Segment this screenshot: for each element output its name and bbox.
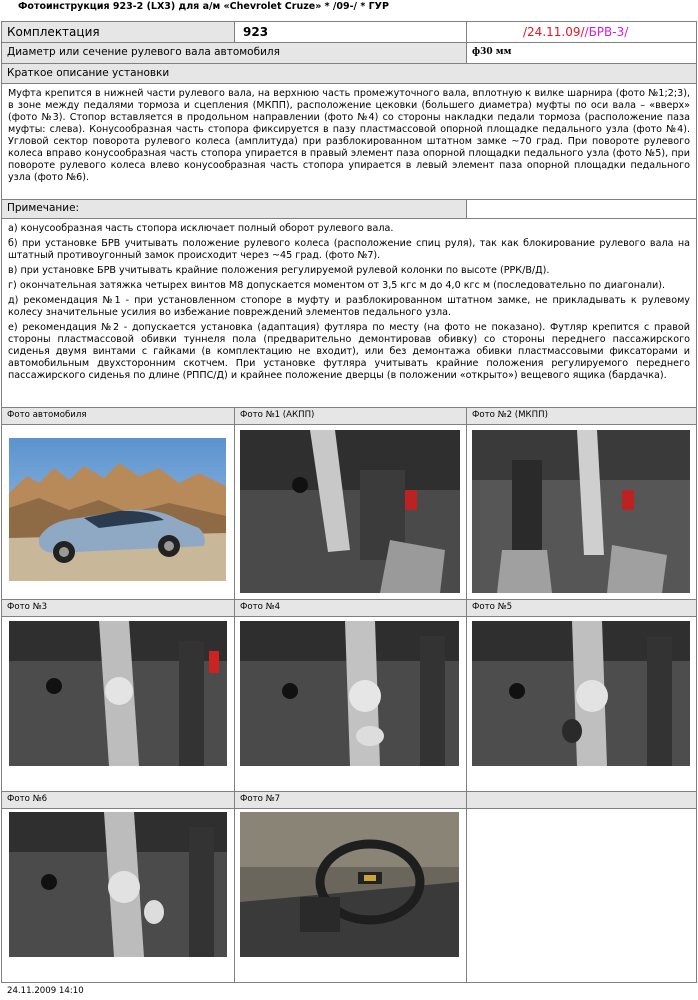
shaft-value: ф30 мм bbox=[472, 47, 512, 57]
car-photo-image bbox=[9, 438, 226, 581]
photo-captions-row-1 bbox=[1, 408, 697, 425]
description-text: Муфта крепится в нижней части рулевого вала, на верхнюю часть промежуточного вала, вплотную к вилке шарнира (фото №1;2;3), в зоне между педалями тормоза и сцепления (МКПП), расположение цековки (большего диаметра) муфты по оси вала – «вверх» (фото №3). Стопор вставляется в продольном направлении (фото №4) со стороны накладки педали тормоза (расположение паза муфты: слева). Конусообразная часть стопора фиксируется в пазу пластмассовой опорной площадке педального узла (фото №4). Угловой сектор поворота рулевого колеса (амплитуда) при разблокированном штатном замке ~70 град. При повороте рулевого колеса вправо конусообразная часть стопора упирается в правый элемент паза опорной площадки педального узла (фото №5), при повороте рулевого колеса влево конусообразная часть стопора упирается в левый элемент паза опорной площадки педального узла (фото №6). bbox=[8, 88, 690, 183]
kit-date-value: /24.11.09/ bbox=[523, 25, 585, 39]
caption-car: Фото автомобиля bbox=[7, 410, 87, 420]
footer-timestamp: 24.11.2009 14:10 bbox=[7, 986, 84, 996]
caption-photo-1: Фото №1 (АКПП) bbox=[240, 410, 315, 420]
photo-captions-row-3 bbox=[1, 792, 697, 809]
shaft-row bbox=[1, 43, 697, 64]
instruction-table bbox=[1, 21, 697, 804]
photo-5-image bbox=[472, 621, 690, 766]
caption-photo-3: Фото №3 bbox=[7, 602, 48, 612]
shaft-label: Диаметр или сечение рулевого вала автомобиля bbox=[7, 46, 280, 58]
document-title: Фотоинструкция 923-2 (LX3) для а/м «Chevrolet Cruze» * /09-/ * ГУР bbox=[18, 1, 389, 12]
caption-photo-4: Фото №4 bbox=[240, 602, 281, 612]
kit-date bbox=[467, 22, 696, 42]
photo-4-image bbox=[240, 621, 459, 766]
photo-1-image bbox=[240, 430, 460, 593]
notes-row bbox=[1, 219, 697, 408]
photo-3-image bbox=[9, 621, 227, 766]
caption-photo-2: Фото №2 (МКПП) bbox=[472, 410, 548, 420]
kit-row bbox=[1, 22, 697, 43]
photo-6-image bbox=[9, 812, 227, 957]
caption-photo-6: Фото №6 bbox=[7, 794, 48, 804]
note-item: д) рекомендация №1 - при установленном стопоре в муфту и разблокированном штатном замке, не прикладывать к рулевому колесу значительные усилия во избежание повреждений элементов педального узла. bbox=[8, 295, 690, 318]
kit-brv-value: /БРВ-3/ bbox=[584, 25, 629, 39]
note-item: а) конусообразная часть стопора исключает полный оборот рулевого вала. bbox=[8, 223, 394, 234]
install-label-row bbox=[1, 64, 697, 84]
note-item: б) при установке БРВ учитывать положение рулевого колеса (расположение спиц руля), так как блокирование рулевого вала на штатный противоугонный замок происходит через ~45 град. (фото №7). bbox=[8, 238, 690, 261]
caption-photo-5: Фото №5 bbox=[472, 602, 513, 612]
kit-number: 923 bbox=[243, 25, 269, 39]
note-item: г) окончательная затяжка четырех винтов М8 допускается моментом от 3,5 кгс м до 4,0 кгс м (последовательно по диагонали). bbox=[8, 280, 666, 291]
description-row bbox=[1, 84, 697, 200]
notes-label-row bbox=[1, 200, 697, 219]
notes-list bbox=[2, 219, 696, 389]
caption-photo-7: Фото №7 bbox=[240, 794, 281, 804]
notes-label: Примечание: bbox=[7, 202, 80, 214]
kit-label: Комплектация bbox=[7, 25, 100, 39]
note-item: е) рекомендация №2 - допускается установка (адаптация) футляра по месту (на фото не показано). Футляр крепится с правой стороны пластмассовой обивки туннеля пола (предварительно демонтировав обивку) со стороны переднего пассажирского сиденья двумя винтами с гайками (в комплектацию не входит), или без демонтажа обивки пластмассовыми фиксаторами и автомобильным двухсторонним скотчем. При установке футляра учитывать крайние положения регулируемого переднего пассажирского сиденья по длине (РППС/Д) и крайнее положение дверцы (в положении «открыто») вещевого ящика (бардачка). bbox=[8, 322, 690, 381]
photo-captions-row-2 bbox=[1, 600, 697, 617]
install-label: Краткое описание установки bbox=[7, 67, 170, 79]
photo-7-image bbox=[240, 812, 459, 957]
photo-2-image bbox=[472, 430, 690, 593]
note-item: в) при установке БРВ учитывать крайние положения регулируемой рулевой колонки по высоте (РРК/В/Д). bbox=[8, 265, 550, 276]
car-photo bbox=[9, 438, 226, 581]
